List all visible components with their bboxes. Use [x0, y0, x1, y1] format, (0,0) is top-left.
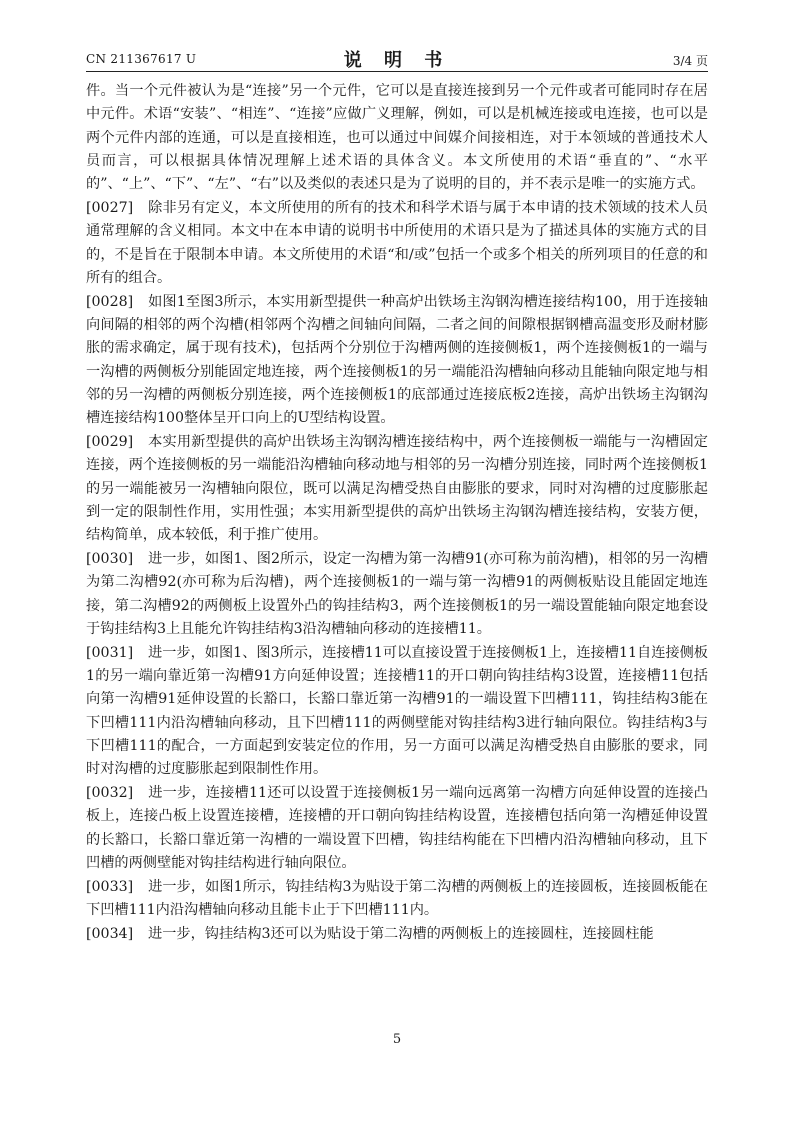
- paragraph-text: 进一步，钩挂结构3还可以为贴设于第二沟槽的两侧板上的连接圆柱，连接圆柱能: [148, 925, 654, 942]
- paragraph: [86, 80, 708, 196]
- page-number: 5: [392, 1032, 402, 1047]
- paragraph-number: [0030]: [86, 550, 134, 567]
- paragraph-text: 件。当一个元件被认为是“连接”另一个元件，它可以是直接连接到另一个元件或者可能同时存在居中元件。术语“安装”、“相连”、“连接”应做广义理解，例如，可以是机械连接或电连接，也可以是两个元件内部的连通，可以是直接相连，也可以通过中间媒介间接相连，对于本领域的普通技术人员而言，可以根据具体情况理解上述术语的具体含义。本文所使用的术语“垂直的”、“水平的”、“上”、“下”、“左”、“右”以及类似的表述只是为了说明的目的，并不表示是唯一的实施方式。: [86, 83, 708, 193]
- paragraph-text: 进一步，连接槽11还可以设置于连接侧板1另一端向远离第一沟槽方向延伸设置的连接凸板上，连接凸板上设置连接槽，连接槽的开口朝向钩挂结构设置，连接槽包括向第一沟槽延伸设置的长豁口，长豁口靠近第一沟槽的一端设置下凹槽，钩挂结构能在下凹槽内沿沟槽轴向移动，且下凹槽的两侧壁能对钩挂结构进行轴向限位。: [86, 784, 708, 871]
- paragraph-text: 进一步，如图1、图3所示，连接槽11可以直接设置于连接侧板1上，连接槽11自连接侧板1的另一端向靠近第一沟槽91方向延伸设置；连接槽11的开口朝向钩挂结构3设置，连接槽11包括向第一沟槽91延伸设置的长豁口，长豁口靠近第一沟槽91的一端设置下凹槽111，钩挂结构3能在下凹槽111内沿沟槽轴向移动，且下凹槽111的两侧壁能对钩挂结构3进行轴向限位。钩挂结构3与下凹槽111的配合，一方面起到安装定位的作用，另一方面可以满足沟槽受热自由膨胀的要求，同时对沟槽的过度膨胀起到限制性作用。: [86, 644, 708, 778]
- paragraph-number: [0028]: [86, 293, 134, 310]
- patent-number: CN 211367617 U: [86, 52, 197, 66]
- paragraph-number: [0034]: [86, 925, 134, 942]
- paragraph-text: 如图1至图3所示，本实用新型提供一种高炉出铁场主沟钢沟槽连接结构100，用于连接轴向间隔的相邻的两个沟槽(相邻两个沟槽之间轴向间隔，二者之间的间隙根据钢槽高温变形及耐材膨胀的需求确定，属于现有技术)，包括两个分别位于沟槽两侧的连接侧板1，两个连接侧板1的一端与一沟槽的两侧板分别能固定地连接，两个连接侧板1的另一端能沿沟槽轴向移动且能轴向限定地与相邻的另一沟槽的两侧板分别连接，两个连接侧板1的底部通过连接底板2连接，高炉出铁场主沟钢沟槽连接结构100整体呈开口向上的U型结构设置。: [86, 293, 708, 427]
- paragraph-number: [0033]: [86, 878, 134, 895]
- paragraph: [86, 197, 708, 290]
- paragraph-number: [0031]: [86, 644, 134, 661]
- paragraph: [86, 291, 708, 431]
- paragraph-text: 本实用新型提供的高炉出铁场主沟钢沟槽连接结构中，两个连接侧板一端能与一沟槽固定连接，两个连接侧板的另一端能沿沟槽轴向移动地与相邻的另一沟槽分别连接，同时两个连接侧板1的另一端能被另一沟槽轴向限位，既可以满足沟槽受热自由膨胀的要求，同时对沟槽的过度膨胀起到一定的限制性作用，实用性强；本实用新型提供的高炉出铁场主沟钢沟槽连接结构，安装方便，结构简单，成本较低，利于推广使用。: [86, 433, 708, 544]
- paragraph-text: 除非另有定义，本文所使用的所有的技术和科学术语与属于本申请的技术领域的技术人员通常理解的含义相同。本文中在本申请的说明书中所使用的术语只是为了描述具体的实施方式的目的，不是旨在于限制本申请。本文所使用的术语“和/或”包括一个或多个相关的所列项目的任意的和所有的组合。: [86, 199, 708, 286]
- paragraph-number: [0032]: [86, 784, 134, 801]
- header-divider: [86, 71, 708, 72]
- paragraph-number: [0027]: [86, 199, 134, 216]
- paragraph: [86, 923, 708, 946]
- paragraph-text: 进一步，如图1、图2所示，设定一沟槽为第一沟槽91(亦可称为前沟槽)，相邻的另一沟槽为第二沟槽92(亦可称为后沟槽)，两个连接侧板1的一端与第一沟槽91的两侧板贴设且能固定地连接，第二沟槽92的两侧板上设置外凸的钩挂结构3，两个连接侧板1的另一端设置能轴向限定地套设于钩挂结构3上且能允许钩挂结构3沿沟槽轴向移动的连接槽11。: [86, 550, 708, 637]
- document-body: [86, 80, 708, 946]
- paragraph: [86, 548, 708, 641]
- page-header: [86, 44, 708, 72]
- page-footer: [0, 1032, 794, 1047]
- paragraph: [86, 876, 708, 923]
- paragraph-text: 进一步，如图1所示，钩挂结构3为贴设于第二沟槽的两侧板上的连接圆板，连接圆板能在下凹槽111内沿沟槽轴向移动且能卡止于下凹槽111内。: [86, 878, 708, 918]
- paragraph: [86, 782, 708, 875]
- page-indicator: 3/4 页: [672, 54, 708, 68]
- paragraph: [86, 431, 708, 547]
- paragraph-number: [0029]: [86, 433, 134, 450]
- paragraph: [86, 642, 708, 782]
- document-title: 说 明 书: [343, 50, 451, 71]
